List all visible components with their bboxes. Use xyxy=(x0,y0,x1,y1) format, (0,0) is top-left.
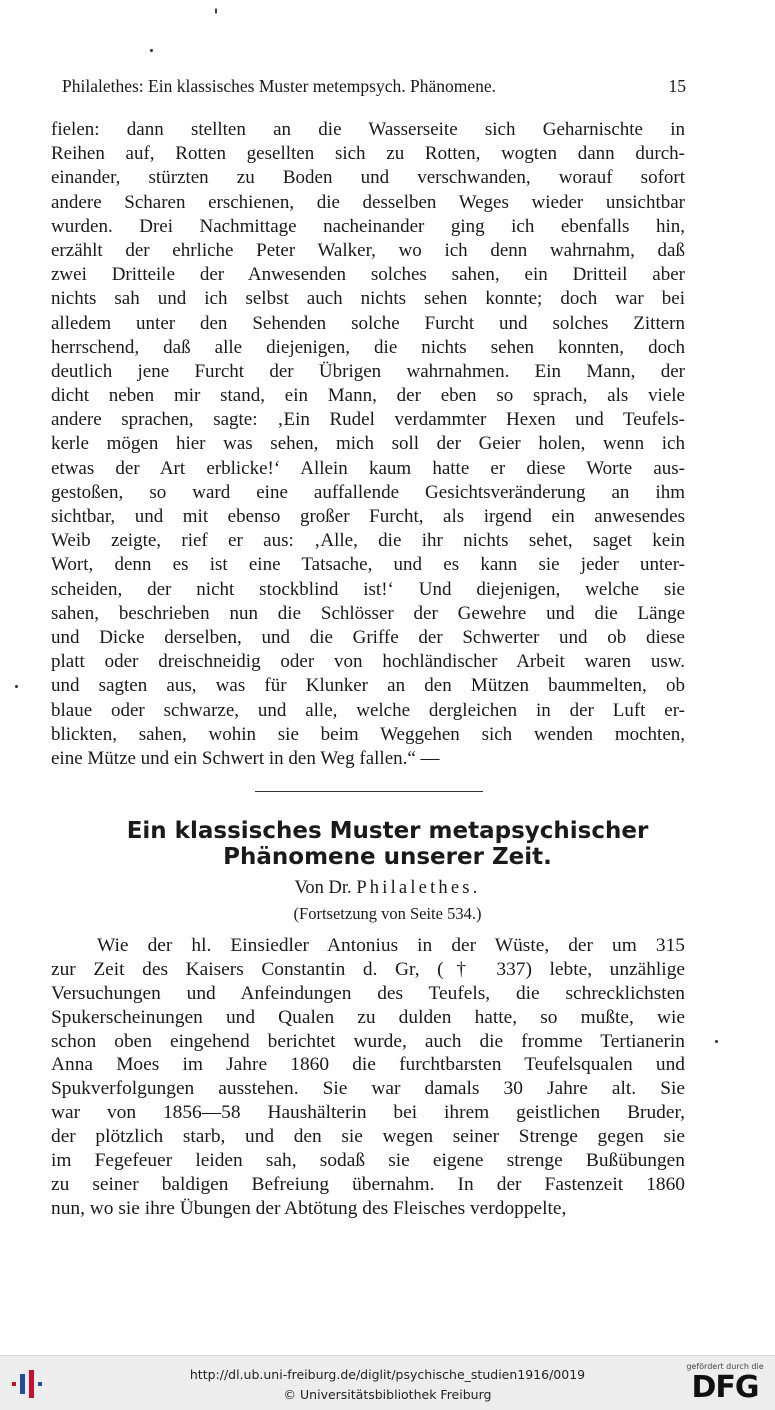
text-line: Weib zeigte, rief er aus: ‚Alle, die ihr nichts sehet, saget kein xyxy=(51,530,685,552)
permalink-url[interactable]: http://dl.ub.uni-freiburg.de/diglit/psychische_studien1916/0019 xyxy=(189,1367,586,1382)
text-line: zu seiner baldigen Befreiung übernahm. In der Fastenzeit 1860 xyxy=(51,1173,685,1195)
text-line: nichts sah und ich selbst auch nichts sehen konnte; doch war bei xyxy=(51,288,685,310)
article-paragraph xyxy=(51,934,685,1221)
running-header xyxy=(62,74,686,98)
byline-prefix: Von Dr. xyxy=(294,878,352,898)
text-line: einander, stürzten zu Boden und verschwanden, worauf sofort xyxy=(51,167,685,189)
article-title-line-1: Ein klassisches Muster metapsychischer xyxy=(126,818,649,844)
text-line: gestoßen, so ward eine auffallende Gesichtsveränderung an ihm xyxy=(51,481,685,503)
text-line: andere Scharen erschienen, die desselben Weges wieder unsichtbar xyxy=(51,191,685,213)
dfg-funding-note: gefördert durch die xyxy=(686,1362,764,1371)
text-line: zur Zeit des Kaisers Constantin d. Gr, († 337) lebte, unzählige xyxy=(51,958,685,980)
text-line: sichtbar, und mit ebenso großer Furcht, als irgend ein anwesendes xyxy=(51,506,685,527)
text-line: eine Mütze und ein Schwert in den Weg fallen.“ — xyxy=(51,747,440,769)
text-line: etwas der Art erblicke!‘ Allein kaum hatte er diese Worte aus- xyxy=(51,457,685,479)
text-line: wurden. Drei Nachmittage nacheinander ging ich ebenfalls hin, xyxy=(51,215,685,237)
continuation-note: (Fortsetzung von Seite 534.) xyxy=(293,904,482,923)
text-line: scheiden, der nicht stockblind ist!‘ Und diejenigen, welche sie xyxy=(51,578,685,600)
page-number: 15 xyxy=(668,76,686,96)
article-byline xyxy=(60,876,715,900)
text-line: Wie der hl. Einsiedler Antonius in der Wüste, der um 315 xyxy=(97,935,685,956)
text-line: herrschend, daß alle diejenigen, die nichts sehen konnten, doch xyxy=(51,336,685,358)
text-line: alledem unter den Sehenden solche Furcht und solches Zittern xyxy=(51,312,685,334)
scan-speck xyxy=(215,8,217,14)
text-line: Spukverfolgungen ausstehen. Sie war damals 30 Jahre alt. Sie xyxy=(51,1078,685,1100)
copyright-notice: © Universitätsbibliothek Freiburg xyxy=(283,1387,492,1402)
text-line: deutlich jene Furcht der Übrigen wahrnahmen. Ein Mann, der xyxy=(51,360,685,382)
byline-author: Philalethes. xyxy=(356,878,481,898)
paragraph-continued xyxy=(51,118,685,771)
scan-speck xyxy=(15,685,18,688)
text-line: und sagten aus, was für Klunker an den Mützen baummelten, ob xyxy=(51,675,685,697)
text-line: sahen, beschrieben nun die Schlösser der Gewehre und die Länge xyxy=(51,602,685,624)
text-line: platt oder dreischneidig oder von hochländischer Arbeit waren usw. xyxy=(51,651,685,673)
text-line: und Dicke derselben, und die Griffe der Schwerter und ob diese xyxy=(51,626,685,648)
text-line: kerle mögen hier was sehen, mich soll der Geier holen, wenn ich xyxy=(51,433,685,455)
text-line: Reihen auf, Rotten gesellten sich zu Rotten, wogten dann durch- xyxy=(51,143,685,165)
section-divider xyxy=(255,791,483,792)
scan-speck xyxy=(715,1040,718,1043)
text-line: blickten, sahen, wohin sie beim Weggehen sich wenden mochten, xyxy=(51,723,685,745)
text-line: Spukerscheinungen und Qualen zu dulden hatte, so mußte, wie xyxy=(51,1006,685,1028)
text-line: im Fegefeuer leiden sah, sodaß sie eigene strenge Bußübungen xyxy=(51,1150,685,1172)
text-line: dicht neben mir stand, ein Mann, der eben so sprach, als viele xyxy=(51,385,685,407)
running-title: Philalethes: Ein klassisches Muster metempsych. Phänomene. xyxy=(62,76,497,96)
text-line: Anna Moes im Jahre 1860 die furchtbarsten Teufelsqualen und xyxy=(51,1054,685,1076)
text-line: war von 1856—58 Haushälterin bei ihrem geistlichen Bruder, xyxy=(51,1102,685,1124)
text-line: zwei Dritteile der Anwesenden solches sahen, ein Dritteil aber xyxy=(51,264,685,286)
text-line: nun, wo sie ihre Übungen der Abtötung des Fleisches verdoppelte, xyxy=(51,1197,567,1219)
text-line: Versuchungen und Anfeindungen des Teufels, die schrecklichsten xyxy=(51,982,685,1004)
text-line: Wort, denn es ist eine Tatsache, und es kann sie jeder unter- xyxy=(51,554,685,576)
text-line: erzählt der ehrliche Peter Walker, wo ich denn wahrnahm, daß xyxy=(51,239,685,261)
text-line: blaue oder schwarze, und alle, welche dergleichen in der Luft er- xyxy=(51,699,685,721)
text-line: fielen: dann stellten an die Wasserseite sich Geharnischte in xyxy=(51,119,685,140)
text-line: der plötzlich starb, und den sie wegen seiner Strenge gegen sie xyxy=(51,1126,685,1148)
dfg-logo xyxy=(685,1362,765,1406)
text-line: schon oben eingehend berichtet wurde, auch die fromme Tertianerin xyxy=(51,1030,685,1052)
article-title-line-2: Phänomene unserer Zeit. xyxy=(223,844,552,870)
dfg-logo-text: DFG xyxy=(691,1370,759,1405)
scan-speck xyxy=(150,49,153,52)
text-line: andere sprachen, sagte: ‚Ein Rudel verdammter Hexen und Teufels- xyxy=(51,409,685,431)
viewer-footer xyxy=(0,1355,775,1410)
